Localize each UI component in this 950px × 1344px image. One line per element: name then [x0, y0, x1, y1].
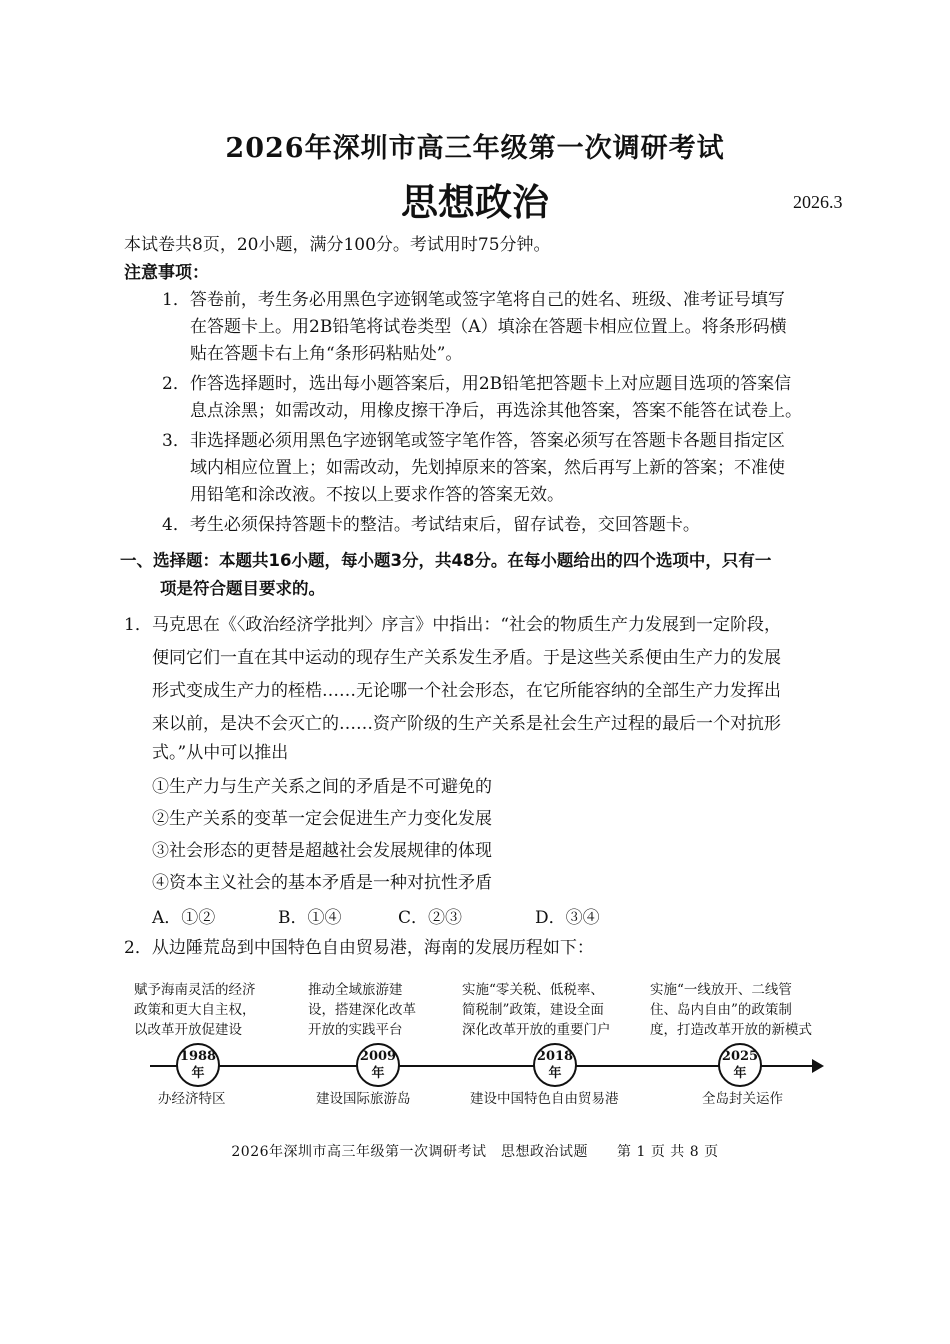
timeline-arrow-icon [812, 1059, 824, 1073]
timeline-desc: 实施“一线放开、二线管 住、岛内自由”的政策制 度，打造改革开放的新模式 [650, 982, 812, 1038]
notice-line: 用铅笔和涂改液。不按以上要求作答的答案无效。 [190, 485, 564, 505]
q1-option-c: C．②③ [398, 908, 463, 928]
timeline-year-node: 2009 年 [356, 1043, 400, 1087]
timeline-desc: 推动全域旅游建 设，搭建深化改革 开放的实践平台 [308, 982, 416, 1038]
timeline-label: 建设中国特色自由贸易港 [470, 1091, 619, 1107]
q1-statement: ③社会形态的更替是超越社会发展规律的体现 [152, 841, 492, 861]
notice-heading: 注意事项： [124, 263, 209, 283]
timeline-label: 全岛封关运作 [702, 1091, 783, 1107]
notice-line: 贴在答题卡右上角“条形码粘贴处”。 [190, 344, 463, 364]
q1-stem-line: 来以前，是决不会灭亡的……资产阶级的生产关系是社会生产过程的最后一个对抗形 [152, 714, 781, 734]
timeline-desc: 实施“零关税、低税率、 简税制”政策，建设全面 深化改革开放的重要门户 [462, 982, 611, 1038]
notice-line: 3．非选择题必须用黑色字迹钢笔或签字笔作答，答案必须写在答题卡各题目指定区 [162, 431, 785, 451]
timeline-axis [150, 1065, 815, 1067]
q1-statement: ④资本主义社会的基本矛盾是一种对抗性矛盾 [152, 873, 492, 893]
timeline-label: 办经济特区 [158, 1091, 226, 1107]
intro-text: 本试卷共8页，20小题，满分100分。考试用时75分钟。 [124, 235, 551, 255]
notice-line: 在答题卡上。用2B铅笔将试卷类型（A）填涂在答题卡相应位置上。将条形码横 [190, 317, 787, 337]
q1-stem-line: 形式变成生产力的桎梏……无论哪一个社会形态，在它所能容纳的全部生产力发挥出 [152, 681, 781, 701]
timeline-year-node: 2025 年 [718, 1043, 762, 1087]
q1-option-a: A．①② [152, 908, 216, 928]
notice-line: 4．考生必须保持答题卡的整洁。考试结束后，留存试卷，交回答题卡。 [162, 515, 700, 535]
timeline-label: 建设国际旅游岛 [316, 1091, 411, 1107]
q1-statement: ②生产关系的变革一定会促进生产力变化发展 [152, 809, 492, 829]
timeline-year-node: 1988 年 [176, 1043, 220, 1087]
section-heading-cont: 项是符合题目要求的。 [160, 579, 325, 598]
exam-date: 2026.3 [793, 192, 843, 212]
hainan-timeline [120, 975, 840, 1125]
notice-line: 2．作答选择题时，选出每小题答案后，用2B铅笔把答题卡上对应题目选项的答案信 [162, 374, 792, 394]
exam-title: 2026年深圳市高三年级第一次调研考试 [225, 133, 725, 164]
page-footer: 2026年深圳市高三年级第一次调研考试 思想政治试题 第 1 页 共 8 页 [231, 1144, 719, 1160]
q1-stem-line: 式。”从中可以推出 [152, 743, 289, 763]
q2-stem: 2．从边陲荒岛到中国特色自由贸易港，海南的发展历程如下： [124, 938, 594, 958]
notice-line: 1．答卷前，考生务必用黑色字迹钢笔或签字笔将自己的姓名、班级、准考证号填写 [162, 290, 785, 310]
q1-option-b: B．①④ [278, 908, 342, 928]
q1-stem-line: 便同它们一直在其中运动的现存生产关系发生矛盾。于是这些关系便由生产力的发展 [152, 648, 781, 668]
notice-line: 域内相应位置上；如需改动，先划掉原来的答案，然后再写上新的答案；不准使 [190, 458, 785, 478]
timeline-year-node: 2018 年 [533, 1043, 577, 1087]
q1-option-d: D．③④ [535, 908, 600, 928]
q1-statement: ①生产力与生产关系之间的矛盾是不可避免的 [152, 777, 492, 797]
timeline-desc: 赋予海南灵活的经济 政策和更大自主权， 以改革开放促建设 [134, 982, 256, 1038]
notice-line: 息点涂黑；如需改动，用橡皮擦干净后，再选涂其他答案，答案不能答在试卷上。 [190, 401, 802, 421]
section-heading: 一、选择题：本题共16小题，每小题3分，共48分。在每小题给出的四个选项中，只有一 [120, 551, 772, 570]
subject-title: 思想政治 [401, 181, 549, 224]
q1-stem-line: 1．马克思在《〈政治经济学批判〉序言》中指出：“社会的物质生产力发展到一定阶段， [124, 615, 782, 635]
